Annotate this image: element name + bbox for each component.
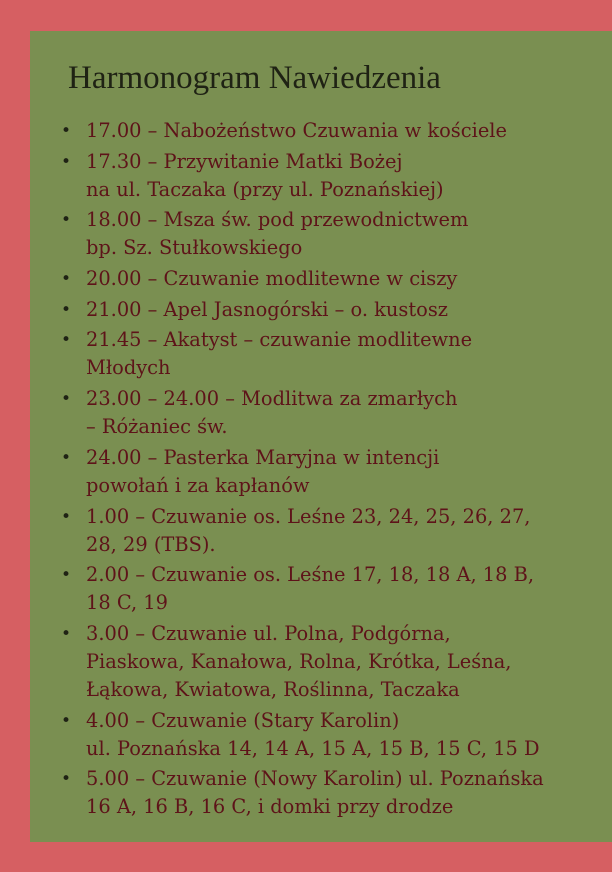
list-item-text: 18 C, 19 <box>86 591 168 615</box>
list-item-text: bp. Sz. Stułkowskiego <box>86 236 303 260</box>
list-item-text: na ul. Taczaka (przy ul. Poznańskiej) <box>86 177 444 201</box>
bullet-icon: • <box>61 769 72 790</box>
page-title: Harmonogram Nawiedzenia <box>68 60 441 96</box>
list-item <box>60 206 605 262</box>
bullet-icon: • <box>61 151 72 172</box>
list-item-text: 16 A, 16 B, 16 C, i domki przy drodze <box>86 795 454 819</box>
list-item-text: 20.00 – Czuwanie modlitewne w ciszy <box>86 267 458 291</box>
list-item-text: 28, 29 (TBS). <box>86 532 216 556</box>
list-item-text: 18.00 – Msza św. pod przewodnictwem <box>86 208 469 232</box>
list-item-text: 2.00 – Czuwanie os. Leśne 17, 18, 18 A, 18 B, <box>86 563 535 587</box>
list-item <box>60 148 605 204</box>
list-item <box>60 765 605 821</box>
bullet-icon: • <box>61 447 72 468</box>
list-item-text: 21.00 – Apel Jasnogórski – o. kustosz <box>86 297 449 321</box>
list-item-text: powołań i za kapłanów <box>86 473 310 497</box>
schedule-panel <box>30 31 612 842</box>
bullet-icon: • <box>61 330 72 351</box>
bullet-icon: • <box>61 506 72 527</box>
list-item <box>60 265 605 293</box>
bullet-icon: • <box>61 565 72 586</box>
list-item <box>60 503 605 559</box>
list-item-text: 17.30 – Przywitanie Matki Bożej <box>86 149 403 173</box>
list-item-text: 4.00 – Czuwanie (Stary Karolin) <box>86 708 400 732</box>
list-item-text: 5.00 – Czuwanie (Nowy Karolin) ul. Poznańska <box>86 767 544 791</box>
list-item-text: – Różaniec św. <box>86 415 228 439</box>
list-item-text: 3.00 – Czuwanie ul. Polna, Podgórna, <box>86 621 451 645</box>
bullet-icon: • <box>61 710 72 731</box>
bullet-icon: • <box>61 389 72 410</box>
list-item-text: 1.00 – Czuwanie os. Leśne 23, 24, 25, 26, 27, <box>86 504 531 528</box>
bullet-icon: • <box>61 299 72 320</box>
list-item <box>60 707 605 763</box>
list-item <box>60 561 605 617</box>
list-item-text: ul. Poznańska 14, 14 A, 15 A, 15 B, 15 C, 15 D <box>86 736 540 760</box>
list-item <box>60 296 605 324</box>
list-item-text: 24.00 – Pasterka Maryjna w intencji <box>86 445 440 469</box>
list-item <box>60 444 605 500</box>
list-item-text: 17.00 – Nabożeństwo Czuwania w kościele <box>86 119 507 142</box>
list-item-text: 21.45 – Akatyst – czuwanie modlitewne <box>86 328 473 352</box>
list-item-text: Młodych <box>86 356 171 380</box>
list-item-text: 23.00 – 24.00 – Modlitwa za zmarłych <box>86 387 458 411</box>
list-item <box>60 117 605 145</box>
list-item <box>60 620 605 704</box>
bullet-icon: • <box>61 210 72 231</box>
list-item <box>60 326 605 382</box>
list-item-text: Piaskowa, Kanałowa, Rolna, Krótka, Leśna, <box>86 649 512 673</box>
schedule-list <box>60 117 605 824</box>
bullet-icon: • <box>61 121 72 141</box>
bullet-icon: • <box>61 269 72 290</box>
bullet-icon: • <box>61 623 72 644</box>
list-item-text: Łąkowa, Kwiatowa, Roślinna, Taczaka <box>86 677 460 701</box>
list-item <box>60 385 605 441</box>
